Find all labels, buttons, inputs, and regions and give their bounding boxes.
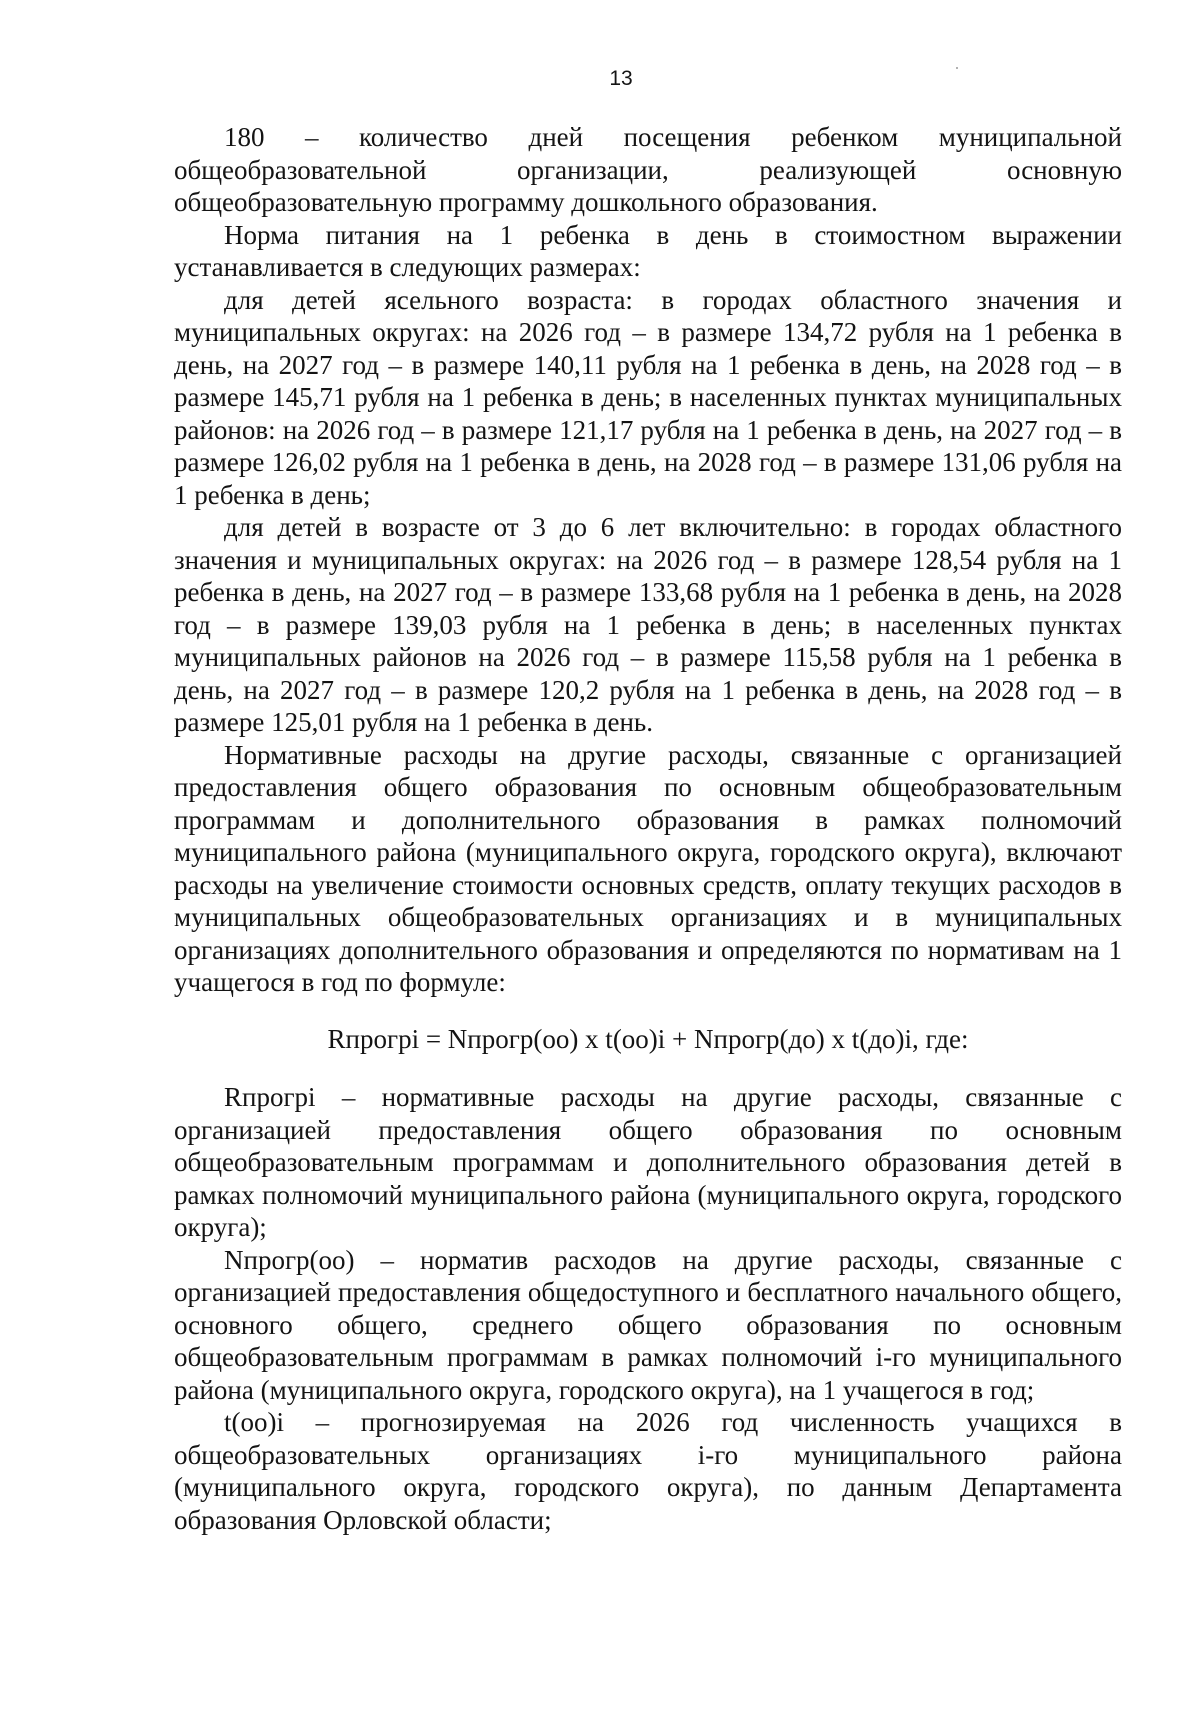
- definition-t-oo: t(оо)i – прогнозируемая на 2026 год численность учащихся в общеобразовательных организациях i-го муниципального района (муниципального округа, городского округа), по данным Департамента образования Орловской области;: [174, 1407, 1122, 1535]
- paragraph-food-norm: Норма питания на 1 ребенка в день в стоимостном выражении устанавливается в следующих размерах:: [174, 219, 1122, 282]
- formula: Rпрогрi = Nпрогр(оо) x t(оо)i + Nпрогр(до) x t(до)i, где:: [327, 1023, 969, 1054]
- scan-speck: [956, 67, 958, 69]
- definition-nprogr-oo: Nпрогр(оо) – норматив расходов на другие расходы, связанные с организацией предоставления общедоступного и бесплатного начального общего, основного общего, среднего общего образования по основным общеобразовательным программам в рамках полномочий i-го муниципального района (муниципального округа, городского округа), на 1 учащегося в год;: [174, 1244, 1122, 1405]
- paragraph-days-count: 180 – количество дней посещения ребенком муниципальной общеобразовательной организации, реализующей основную общеобразовательную программу дошкольного образования.: [174, 122, 1122, 217]
- paragraph-nursery-age: для детей ясельного возраста: в городах областного значения и муниципальных округах: на 2026 год – в размере 134,72 рубля на 1 ребенка в день, на 2027 год – в размере 140,11 рубля на 1 ребенка в день, на 2028 год – в размере 145,71 рубля на 1 ребенка в день; в населенных пунктах муниципальных районов: на 2026 год – в размере 121,17 рубля на 1 ребенка в день, на 2027 год – в размере 126,02 рубля на 1 ребенка в день, на 2028 год – в размере 131,06 рубля на 1 ребенка в день;: [174, 284, 1122, 510]
- paragraph-normative-expenses: Нормативные расходы на другие расходы, связанные с организацией предоставления общего образования по основным общеобразовательным программам и дополнительного образования в рамках полномочий муниципального района (муниципального округа, городского округа), включают расходы на увеличение стоимости основных средств, оплату текущих расходов в муниципальных общеобразовательных организациях и в муниципальных организациях дополнительного образования и определяются по нормативам на 1 учащегося в год по формуле:: [174, 739, 1122, 997]
- page-number: 13: [609, 67, 633, 90]
- definition-rprogr: Rпрогрi – нормативные расходы на другие расходы, связанные с организацией предоставления общего образования по основным общеобразовательным программам и дополнительного образования детей в рамках полномочий муниципального района (муниципального округа, городского округа);: [174, 1082, 1122, 1242]
- document-body: [174, 121, 1122, 1536]
- paragraph-age-3-6: для детей в возрасте от 3 до 6 лет включительно: в городах областного значения и муниципальных округах: на 2026 год – в размере 128,54 рубля на 1 ребенка в день, на 2027 год – в размере 133,68 рубля на 1 ребенка в день, на 2028 год – в размере 139,03 рубля на 1 ребенка в день; в населенных пунктах муниципальных районов на 2026 год – в размере 115,58 рубля на 1 ребенка в день, на 2027 год – в размере 120,2 рубля на 1 ребенка в день, на 2028 год – в размере 125,01 рубля на 1 ребенка в день.: [174, 512, 1122, 737]
